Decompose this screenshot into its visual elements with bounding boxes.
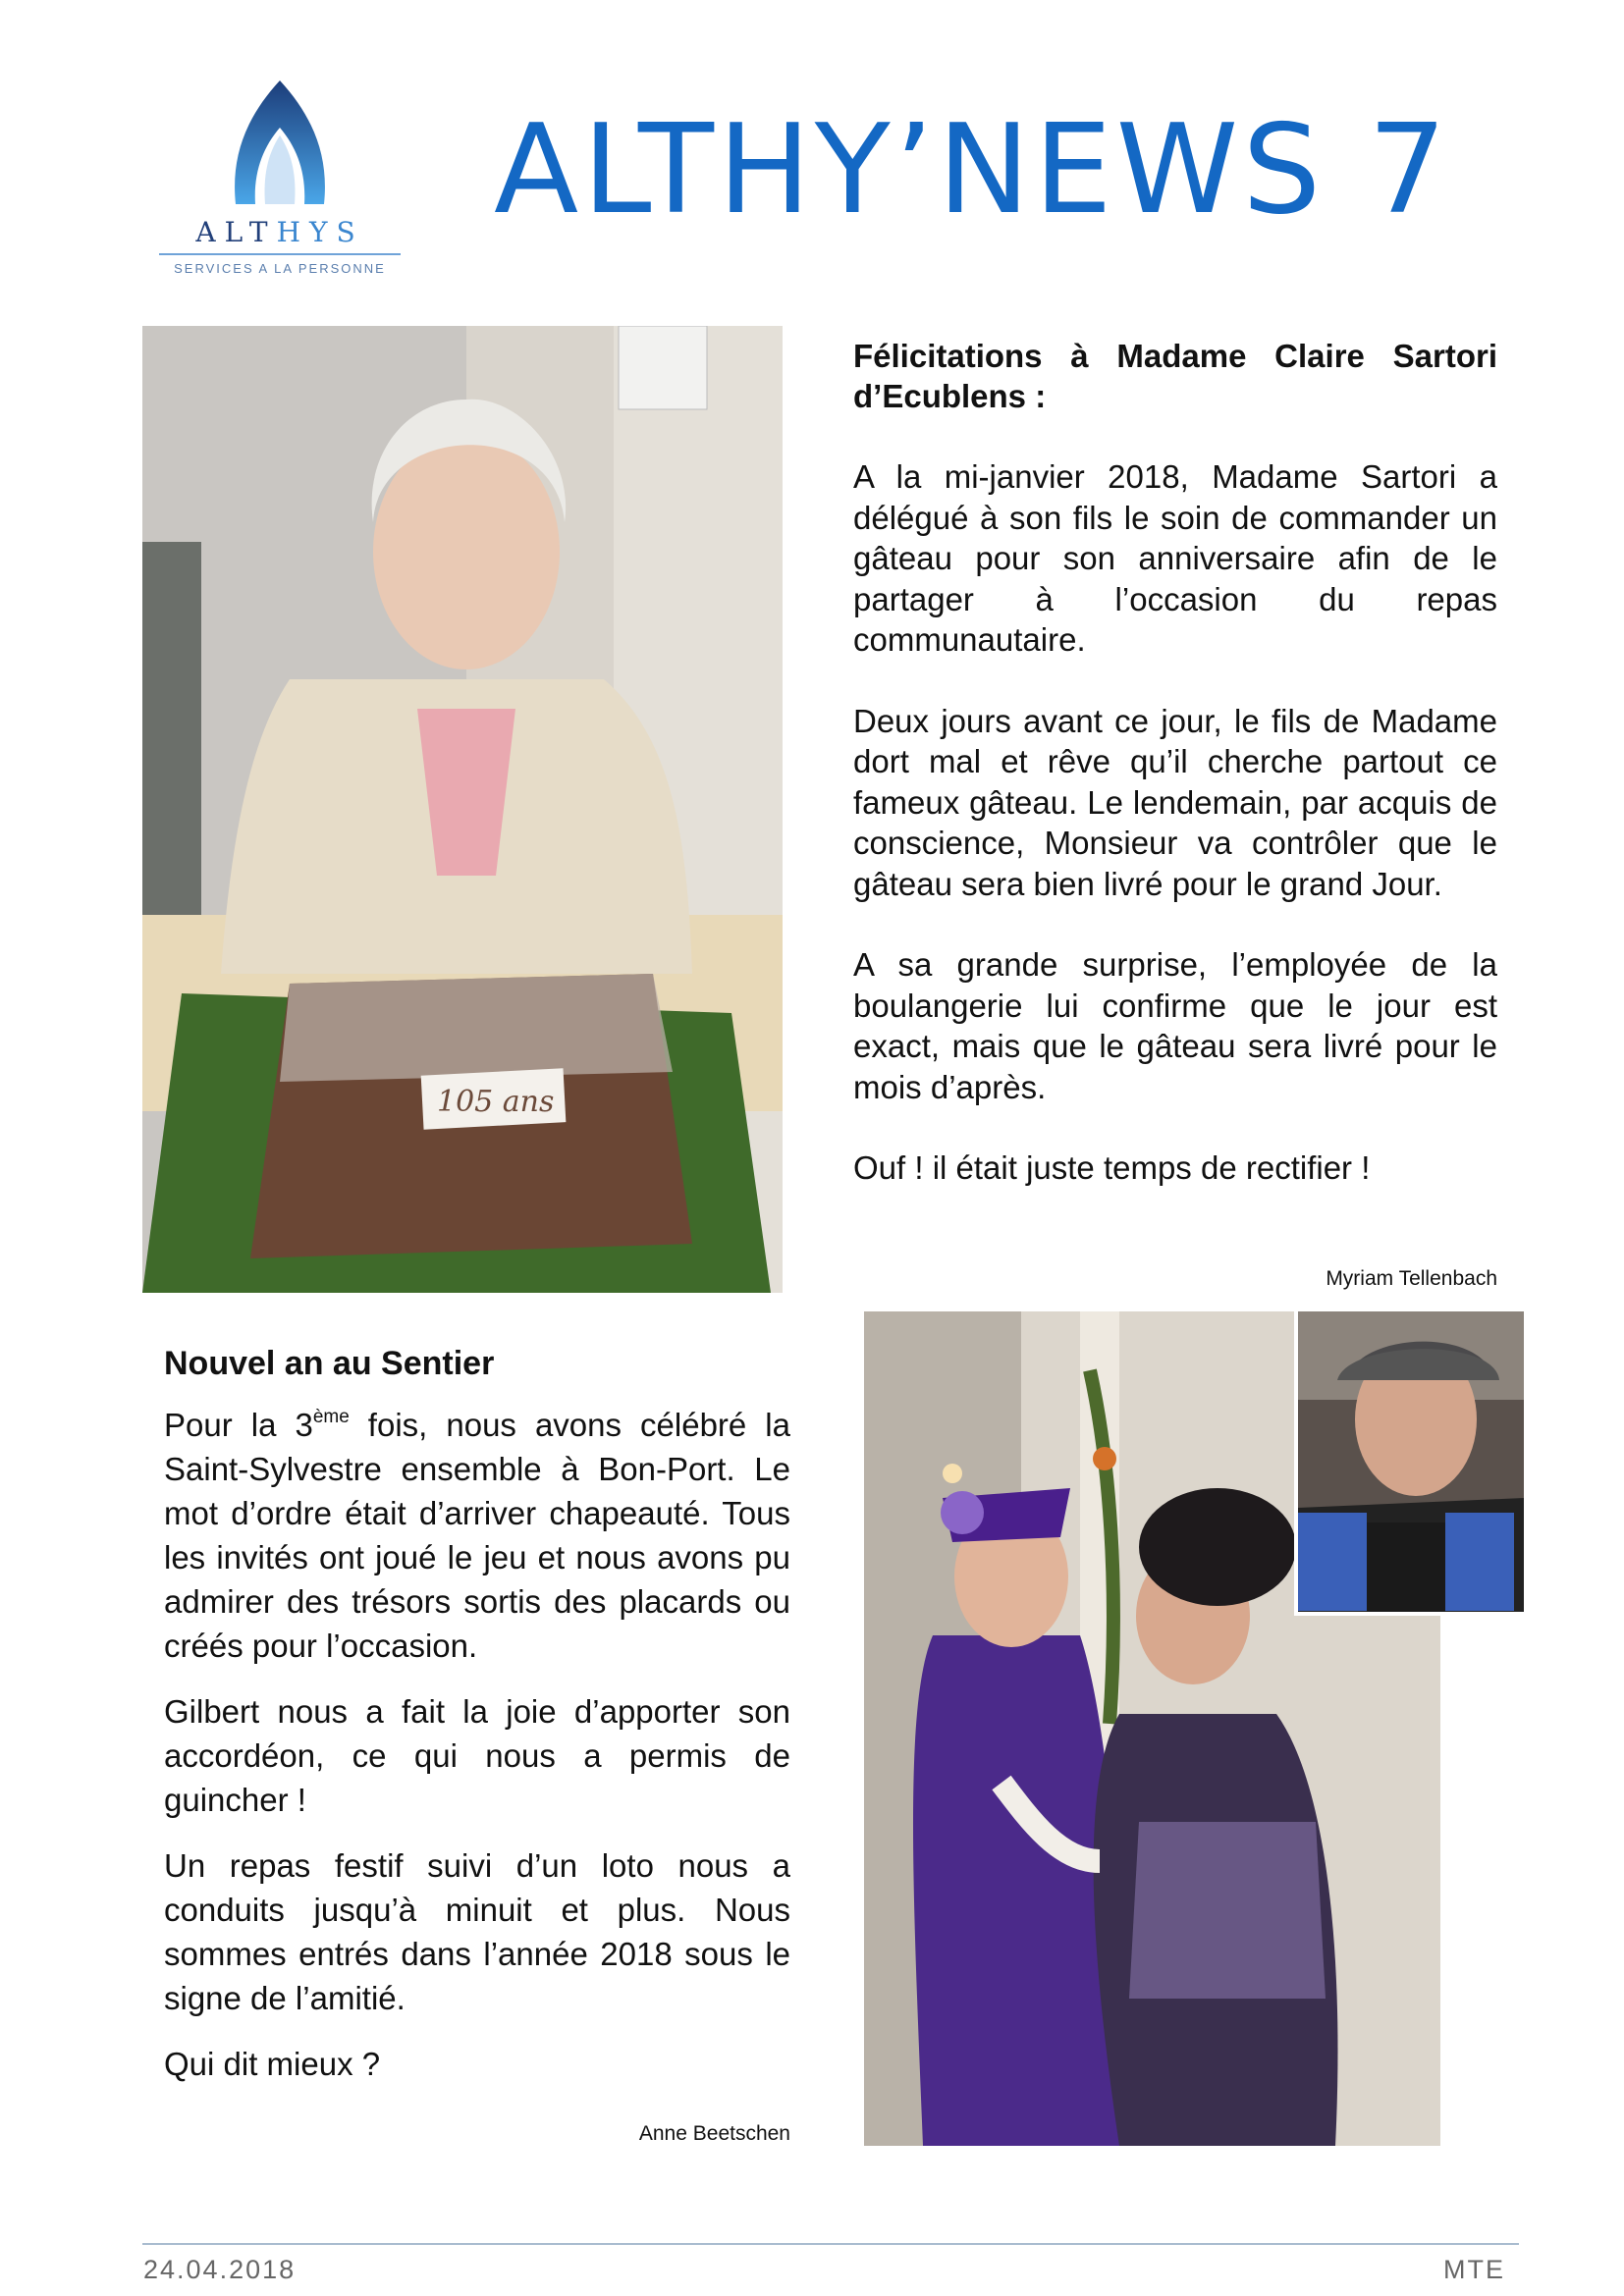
article-new-year (164, 1344, 790, 2108)
article-title: Nouvel an au Sentier (164, 1345, 495, 1382)
newsletter-title: ALTHY’NEWS 7 (494, 97, 1451, 241)
article-paragraph: Pour la 3ème fois, nous avons célébré la Saint-Sylvestre ensemble à Bon-Port. Le mot d’ordre était d’arriver chapeauté. Tous les invités ont joué le jeu et nous avons pu admirer des trésors sortis des placards ou créés pour l’occasion. (164, 1407, 790, 1664)
accordion-player-photo (1294, 1311, 1524, 1616)
article-paragraph: Un repas festif suivi d’un loto nous a conduits jusqu’à minuit et plus. Nous sommes entrés dans l’année 2018 sous le signe de l’amitié. (164, 1847, 790, 2016)
article-birthday (853, 336, 1497, 1229)
article-title: Félicitations à Madame Claire Sartori d’Ecublens : (853, 338, 1497, 414)
footer-author-code: MTE (1443, 2255, 1505, 2284)
birthday-photo (142, 326, 783, 1293)
logo-tagline: SERVICES A LA PERSONNE (174, 261, 386, 276)
footer-divider (142, 2243, 1519, 2245)
footer-date: 24.04.2018 (143, 2255, 297, 2284)
article-paragraph: Gilbert nous a fait la joie d’apporter son accordéon, ce qui nous a permis de guincher ! (164, 1693, 790, 1818)
cake-label: 105 ans (437, 1085, 555, 1119)
logo-wordmark: ALTHYS (195, 216, 364, 248)
article-paragraph: Deux jours avant ce jour, le fils de Madame dort mal et rêve qu’il cherche partout ce fameux gâteau. Le lendemain, par acquis de conscience, Monsieur va contrôler que le gâteau sera bien livré pour le grand Jour. (853, 702, 1497, 902)
logo-divider (159, 253, 401, 255)
flame-icon (226, 79, 334, 206)
article-signature: Myriam Tellenbach (1326, 1267, 1497, 1290)
article-paragraph: Ouf ! il était juste temps de rectifier ! (853, 1149, 1371, 1186)
althys-logo (157, 79, 403, 276)
article-paragraph: Qui dit mieux ? (164, 2046, 381, 2082)
article-signature: Anne Beetschen (638, 2122, 790, 2145)
article-paragraph: A sa grande surprise, l’employée de la boulangerie lui confirme que le jour est exact, mais que le gâteau sera livré pour le mois d’après. (853, 946, 1497, 1105)
article-paragraph: A la mi-janvier 2018, Madame Sartori a délégué à son fils le soin de commander un gâteau pour son anniversaire afin de le partager à l’occasion du repas communautaire. (853, 458, 1497, 658)
